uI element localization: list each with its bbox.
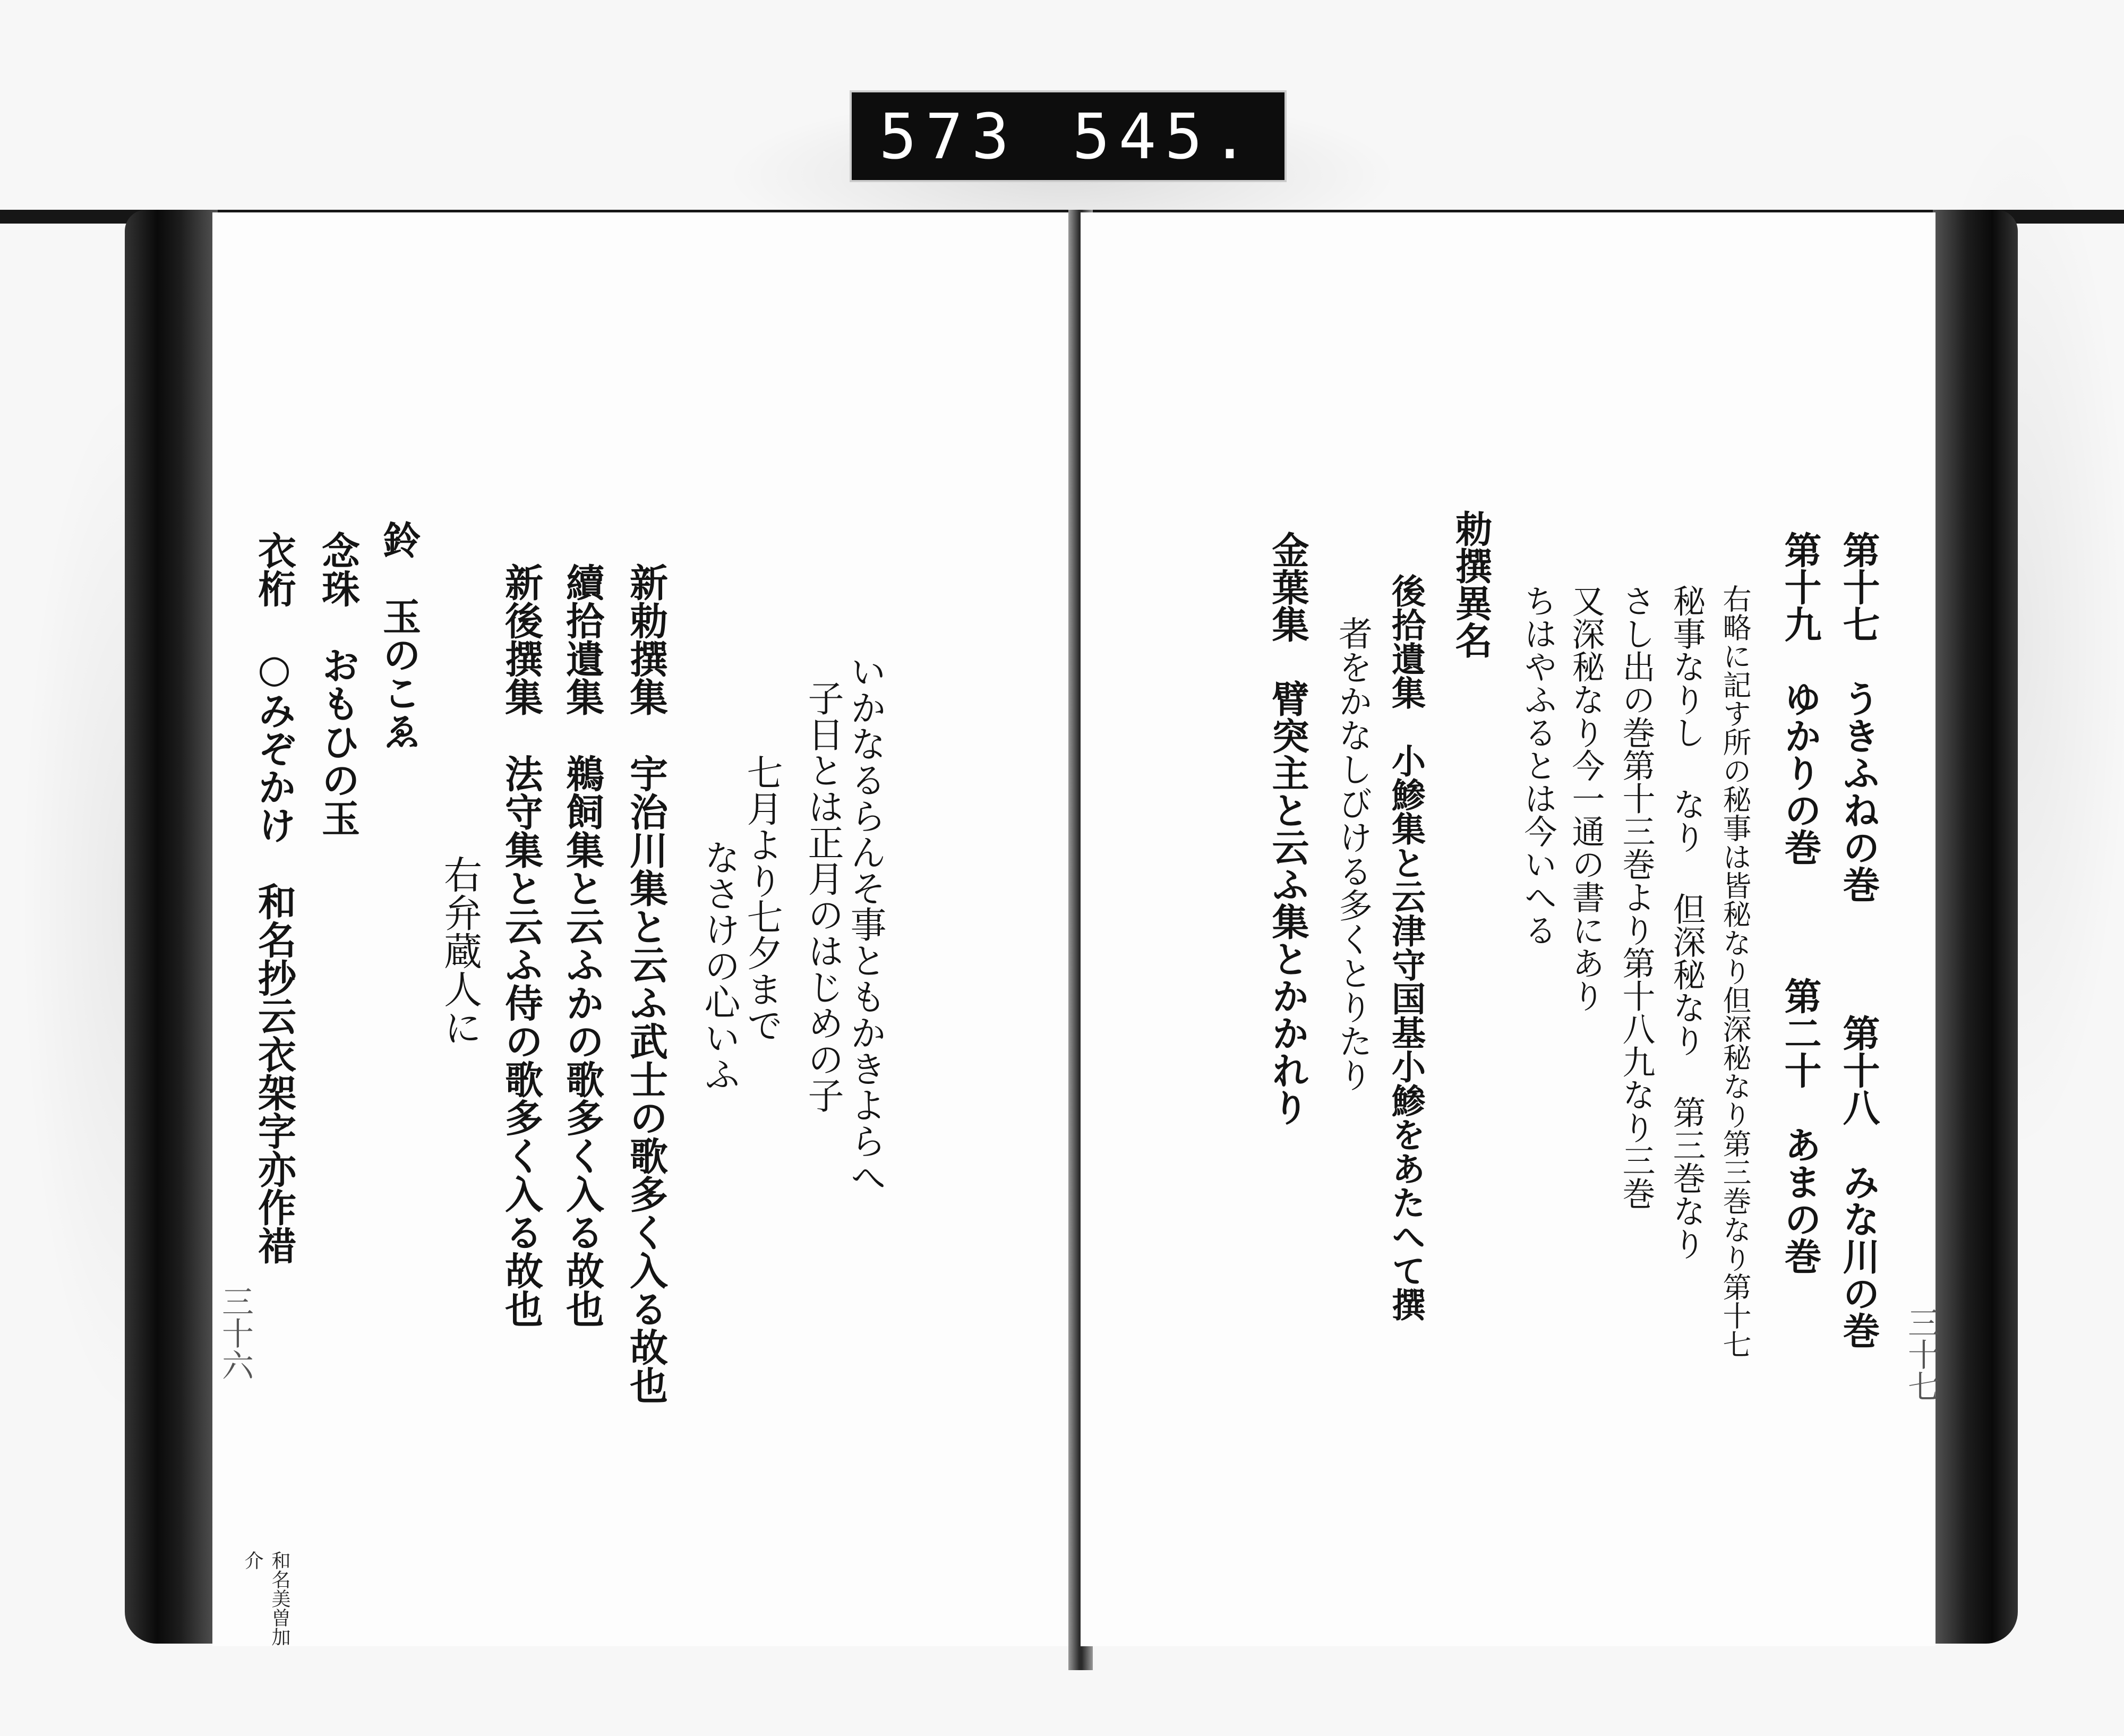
left-col-9: 鈴 玉のこゑ xyxy=(376,520,422,750)
shelfmark-right-number: 545. xyxy=(1072,99,1257,173)
right-col-9: 後拾遺集 小鯵集と云津守国基小鯵をあたへて撰 xyxy=(1386,574,1426,1321)
right-col-6: 又深秘なり今一通の書にあり xyxy=(1566,584,1605,1012)
shelfmark-label xyxy=(850,90,1287,182)
left-col-1: いかなるらんそ事ともかきよらへ xyxy=(844,653,886,1195)
book-right-edge xyxy=(1933,210,2018,1644)
right-col-8: 勅撰異名 xyxy=(1449,510,1493,659)
right-col-1: 第十七 うきふねの巻 第十八 みな川の巻 xyxy=(1837,531,1881,1349)
right-col-7: ちはやふるとは今いへる xyxy=(1519,584,1557,946)
right-page xyxy=(1081,212,1940,1646)
left-col-11: 衣桁 ○みぞかけ 和名抄云衣架字亦作䄍 xyxy=(252,531,297,1264)
book-left-edge xyxy=(125,210,218,1644)
left-page xyxy=(212,212,1081,1646)
left-col-3: 七月より七夕まで xyxy=(741,754,783,1043)
right-col-2: 第十九 ゆかりの巻 第二十 あまの巻 xyxy=(1778,531,1822,1275)
left-col-10: 念珠 おもひの玉 xyxy=(315,531,361,837)
right-col-3: 右略に記す所の秘事は皆秘なり但深秘なり第三巻なり第十七 xyxy=(1718,584,1752,1358)
left-col-2: 子日とは正月のはじめの子 xyxy=(802,680,844,1113)
right-col-4: 秘事なりし なり 但深秘なり 第三巻なり xyxy=(1667,584,1706,1260)
left-gloss: 和名美曽加介 xyxy=(242,1551,290,1646)
left-col-5: 新勅撰集 宇治川集と云ふ武士の歌多く入る故也 xyxy=(623,563,669,1404)
left-col-7: 新後撰集 法守集と云ふ侍の歌多く入る故也 xyxy=(499,563,544,1328)
left-col-6: 續拾遺集 鵜飼集と云ふかの歌多く入る故也 xyxy=(560,563,605,1328)
right-page-number: 三十七 xyxy=(1903,1306,1940,1402)
left-col-8: 右弁蔵人に xyxy=(438,855,482,1046)
right-col-11: 金葉集 臂突主と云ふ集とかかれり xyxy=(1266,531,1310,1126)
left-col-4: なさけの心いふ xyxy=(698,839,740,1092)
left-page-number: 三十六 xyxy=(217,1285,254,1381)
right-col-10: 者をかなしびける多くとりたり xyxy=(1333,616,1372,1092)
right-col-5: さし出の巻第十三巻より第十八九なり三巻 xyxy=(1617,584,1656,1210)
shelfmark-left-number: 573 xyxy=(879,99,1018,173)
